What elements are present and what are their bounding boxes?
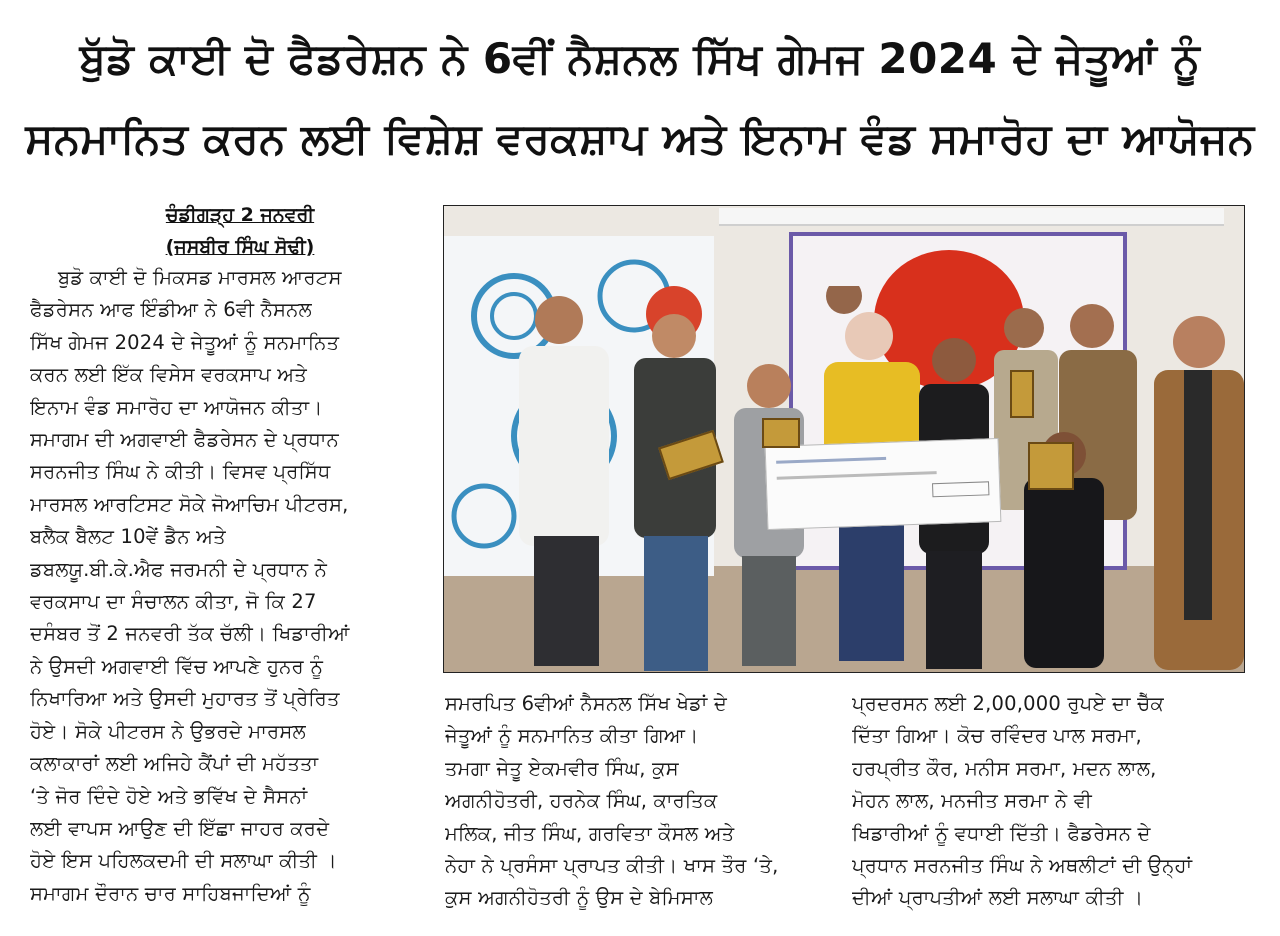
article-column-1 <box>30 262 422 910</box>
article-line: ਦਸੰਬਰ ਤੋਂ 2 ਜਨਵਰੀ ਤੱਕ ਚੱਲੀ। ਖਿਡਾਰੀਆਂ <box>30 622 350 646</box>
article-line: ਕੁਸ ਅਗਨੀਹੋਤਰੀ ਨੂੰ ਉਸ ਦੇ ਬੇਮਿਸਾਲ <box>445 886 713 910</box>
article-line: ਦਿੱਤਾ ਗਿਆ। ਕੋਚ ਰਵਿੰਦਰ ਪਾਲ ਸਰਮਾ, <box>852 724 1142 748</box>
article-line: ਮਲਿਕ, ਜੀਤ ਸਿੰਘ, ਗਰਵਿਤਾ ਕੌਸਲ ਅਤੇ <box>445 821 735 845</box>
article-line: ਵਰਕਸਾਪ ਦਾ ਸੰਚਾਲਨ ਕੀਤਾ, ਜੋ ਕਿ 27 <box>30 590 317 614</box>
article-line: ਨਿਖਾਰਿਆ ਅਤੇ ਉਸਦੀ ਮੁਹਾਰਤ ਤੋਂ ਪ੍ਰੇਰਿਤ <box>30 687 340 711</box>
article-line: ਸਰਨਜੀਤ ਸਿੰਘ ਨੇ ਕੀਤੀ। ਵਿਸਵ ਪ੍ਰਸਿੱਧ <box>30 460 331 484</box>
article-line: ਕਰਨ ਲਈ ਇੱਕ ਵਿਸੇਸ ਵਰਕਸਾਪ ਅਤੇ <box>30 363 307 387</box>
article-line: ਤਮਗਾ ਜੇਤੂ ਏਕਮਵੀਰ ਸਿੰਘ, ਕੁਸ <box>445 756 679 780</box>
article-line: ਹੋਏ ਇਸ ਪਹਿਲਕਦਮੀ ਦੀ ਸਲਾਘਾ ਕੀਤੀ । <box>30 849 337 873</box>
article-line: ਮੋਹਨ ਲਾਲ, ਮਨਜੀਤ ਸਰਮਾ ਨੇ ਵੀ <box>852 789 1092 813</box>
photo-plaque-3 <box>1028 442 1074 490</box>
article-line: ਬਲੈਕ ਬੈਲਟ 10ਵੇਂ ਡੈਨ ਅਤੇ <box>30 525 226 549</box>
article-line: ਅਗਨੀਹੋਤਰੀ, ਹਰਨੇਕ ਸਿੰਘ, ਕਾਰਤਿਕ <box>445 789 718 813</box>
article-line: ਡਬਲਯੂ.ਬੀ.ਕੇ.ਐਫ ਜਰਮਨੀ ਦੇ ਪ੍ਰਧਾਨ ਨੇ <box>30 557 328 581</box>
article-column-3 <box>852 688 1247 915</box>
headline-line-2: ਸਨਮਾਨਿਤ ਕਰਨ ਲਈ ਵਿਸ਼ੇਸ਼ ਵਰਕਸ਼ਾਪ ਅਤੇ ਇਨਾਮ ਵੰਡ ਸਮਾਰੋਹ ਦਾ ਆਯੋਜਨ <box>25 114 1255 163</box>
article-line: ਸਿੱਖ ਗੇਮਜ 2024 ਦੇ ਜੇਤੂਆਂ ਨੂੰ ਸਨਮਾਨਿਤ <box>30 330 340 354</box>
article-line: ਸਮਰਪਿਤ 6ਵੀਆਂ ਨੈਸਨਲ ਸਿੱਖ ਖੇਡਾਂ ਦੇ <box>445 692 728 715</box>
article-line: ਹੋਏ। ਸੋਕੇ ਪੀਟਰਸ ਨੇ ਉਭਰਦੇ ਮਾਰਸਲ <box>30 719 306 743</box>
article-line: ਪ੍ਰਦਰਸਨ ਲਈ 2,00,000 ਰੁਪਏ ਦਾ ਚੈੱਕ <box>852 692 1164 715</box>
photo-cheque <box>765 438 1002 530</box>
event-photo <box>443 205 1245 673</box>
article-line: ਦੀਆਂ ਪ੍ਰਾਪਤੀਆਂ ਲਈ ਸਲਾਘਾ ਕੀਤੀ । <box>852 886 1144 910</box>
article-line: ਕਲਾਕਾਰਾਂ ਲਈ ਅਜਿਹੇ ਕੈਂਪਾਂ ਦੀ ਮਹੱਤਤਾ <box>30 752 319 776</box>
article-line: ਹਰਪ੍ਰੀਤ ਕੌਰ, ਮਨੀਸ ਸਰਮਾ, ਮਦਨ ਲਾਲ, <box>852 756 1157 780</box>
article-line: ਜੇਤੂਆਂ ਨੂੰ ਸਨਮਾਨਿਤ ਕੀਤਾ ਗਿਆ। <box>445 724 699 748</box>
dateline-reporter: (ਜਸਬੀਰ ਸਿੰਘ ਸੋਢੀ) <box>165 236 315 258</box>
headline-line-1: ਬੁੱਡੋ ਕਾਈ ਦੋ ਫੈਡਰੇਸ਼ਨ ਨੇ 6ਵੀਂ ਨੈਸ਼ਨਲ ਸਿੱਖ ਗੇਮਜ 2024 ਦੇ ਜੇਤੂਆਂ ਨੂੰ <box>79 34 1201 83</box>
article-column-2 <box>445 688 831 915</box>
article-line: ‘ਤੇ ਜੋਰ ਦਿੰਦੇ ਹੋਏ ਅਤੇ ਭਵਿੱਖ ਦੇ ਸੈਸਨਾਂ <box>30 784 308 808</box>
article-line: ਸਮਾਗਮ ਦੌਰਾਨ ਚਾਰ ਸਾਹਿਬਜਾਦਿਆਂ ਨੂੰ <box>30 881 311 905</box>
article-line: ਨੇਹਾ ਨੇ ਪ੍ਰਸੰਸਾ ਪ੍ਰਾਪਤ ਕੀਤੀ। ਖਾਸ ਤੌਰ ‘ਤੇ, <box>445 854 779 878</box>
article-line: ਨੇ ਉਸਦੀ ਅਗਵਾਈ ਵਿੱਚ ਆਪਣੇ ਹੁਨਰ ਨੂੰ <box>30 654 324 678</box>
article-line: ਇਨਾਮ ਵੰਡ ਸਮਾਰੋਹ ਦਾ ਆਯੋਜਨ ਕੀਤਾ। <box>30 395 323 419</box>
dateline-place-date: ਚੰਡੀਗੜ੍ਹ 2 ਜਨਵਰੀ <box>165 204 315 226</box>
article-line: ਬੁਡੋ ਕਾਈ ਦੋ ਮਿਕਸਡ ਮਾਰਸਲ ਆਰਟਸ <box>58 266 342 289</box>
photo-plaque-4 <box>1010 370 1034 418</box>
article-line: ਖਿਡਾਰੀਆਂ ਨੂੰ ਵਧਾਈ ਦਿੱਤੀ। ਫੈਡਰੇਸਨ ਦੇ <box>852 821 1151 845</box>
article-line: ਲਈ ਵਾਪਸ ਆਉਣ ਦੀ ਇੱਛਾ ਜਾਹਰ ਕਰਦੇ <box>30 816 330 840</box>
photo-air-conditioner <box>719 208 1224 226</box>
article-line: ਮਾਰਸਲ ਆਰਟਿਸਟ ਸੋਕੇ ਜੋਆਚਿਮ ਪੀਟਰਸ, <box>30 492 349 516</box>
article-line: ਫੈਡਰੇਸਨ ਆਫ ਇੰਡੀਆ ਨੇ 6ਵੀ ਨੈਸਨਲ <box>30 298 312 322</box>
article-line: ਪ੍ਰਧਾਨ ਸਰਨਜੀਤ ਸਿੰਘ ਨੇ ਅਥਲੀਟਾਂ ਦੀ ਉਨ੍ਹਾਂ <box>852 854 1193 878</box>
photo-plaque-2 <box>762 418 800 448</box>
article-line: ਸਮਾਗਮ ਦੀ ਅਗਵਾਈ ਫੈਡਰੇਸਨ ਦੇ ਪ੍ਰਧਾਨ <box>30 428 339 452</box>
